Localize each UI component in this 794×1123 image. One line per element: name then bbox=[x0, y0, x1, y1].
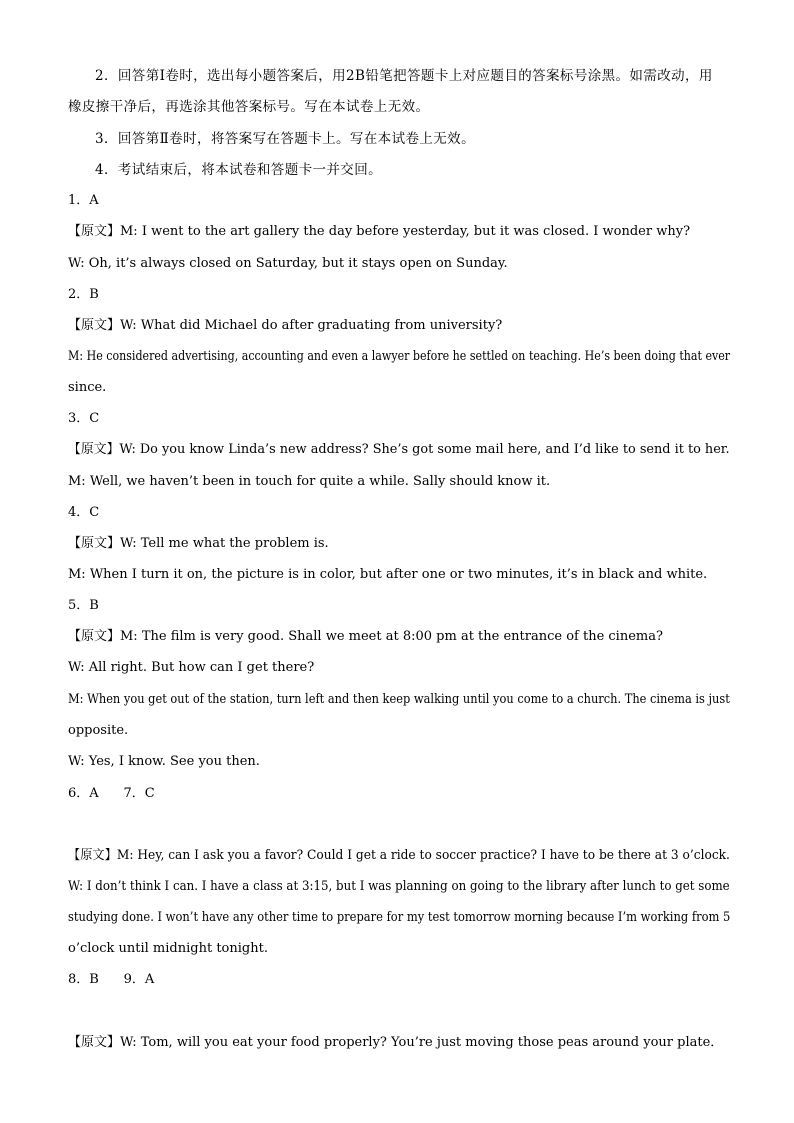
instruction-4: 4．考试结束后，将本试卷和答题卡一并交回。 bbox=[95, 162, 382, 178]
instruction-3: 3．回答第Ⅱ卷时，将答案写在答题卡上。写在本试卷上无效。 bbox=[95, 131, 475, 147]
transcript-2-line-3: since. bbox=[68, 380, 107, 395]
transcript-6-7-line-2: W: I don’t think I can. I have a class at 3:15, but I was planning on going to the library after lunch to get some bbox=[68, 879, 730, 894]
transcript-2-line-1: 【原文】W: What did Michael do after graduating from university? bbox=[68, 318, 503, 333]
transcript-3-line-1: 【原文】W: Do you know Linda’s new address? She’s got some mail here, and I’d like to send it to her. bbox=[68, 442, 730, 457]
answer-3: 3．C bbox=[68, 411, 100, 426]
transcript-6-7-line-3: studying done. I won’t have any other time to prepare for my test tomorrow morning because I’m working from 5 bbox=[68, 910, 731, 925]
transcript-5-line-5: W: Yes, I know. See you then. bbox=[68, 754, 260, 769]
transcript-3-line-2: M: Well, we haven’t been in touch for quite a while. Sally should know it. bbox=[68, 474, 551, 489]
instruction-2-line-1: 2．回答第Ⅰ卷时，选出每小题答案后，用2B铅笔把答题卡上对应题目的答案标号涂黑。如需改动，用 bbox=[95, 68, 713, 84]
transcript-2-line-2: M: He considered advertising, accounting and even a lawyer before he settled on teaching. He’s been doing that ever bbox=[68, 349, 731, 364]
answer-6-7: 6．A 7．C bbox=[68, 786, 155, 801]
answer-2: 2．B bbox=[68, 287, 99, 302]
answer-5: 5．B bbox=[68, 598, 99, 613]
answer-8-9: 8．B 9．A bbox=[68, 972, 155, 987]
answer-1: 1．A bbox=[68, 193, 99, 208]
transcript-5-line-3: M: When you get out of the station, turn left and then keep walking until you come to a church. The cinema is just bbox=[68, 692, 730, 707]
transcript-5-line-1: 【原文】M: The film is very good. Shall we meet at 8:00 pm at the entrance of the cinema? bbox=[68, 629, 663, 644]
transcript-6-7-line-1: 【原文】M: Hey, can I ask you a favor? Could I get a ride to soccer practice? I have to be there at 3 o’clock. bbox=[68, 848, 730, 863]
transcript-4-line-1: 【原文】W: Tell me what the problem is. bbox=[68, 536, 329, 551]
transcript-1-line-1: 【原文】M: I went to the art gallery the day before yesterday, but it was closed. I wonder why? bbox=[68, 224, 691, 239]
instruction-2-line-2: 橡皮擦干净后，再选涂其他答案标号。写在本试卷上无效。 bbox=[68, 99, 430, 115]
answer-4: 4．C bbox=[68, 505, 100, 520]
transcript-4-line-2: M: When I turn it on, the picture is in color, but after one or two minutes, it’s in black and white. bbox=[68, 567, 708, 582]
transcript-5-line-2: W: All right. But how can I get there? bbox=[68, 660, 315, 675]
transcript-1-line-2: W: Oh, it’s always closed on Saturday, but it stays open on Sunday. bbox=[68, 256, 508, 271]
transcript-6-7-line-4: o’clock until midnight tonight. bbox=[68, 941, 268, 956]
transcript-5-line-4: opposite. bbox=[68, 723, 129, 738]
transcript-8-9-line-1: 【原文】W: Tom, will you eat your food properly? You’re just moving those peas around your plate． bbox=[68, 1035, 724, 1050]
